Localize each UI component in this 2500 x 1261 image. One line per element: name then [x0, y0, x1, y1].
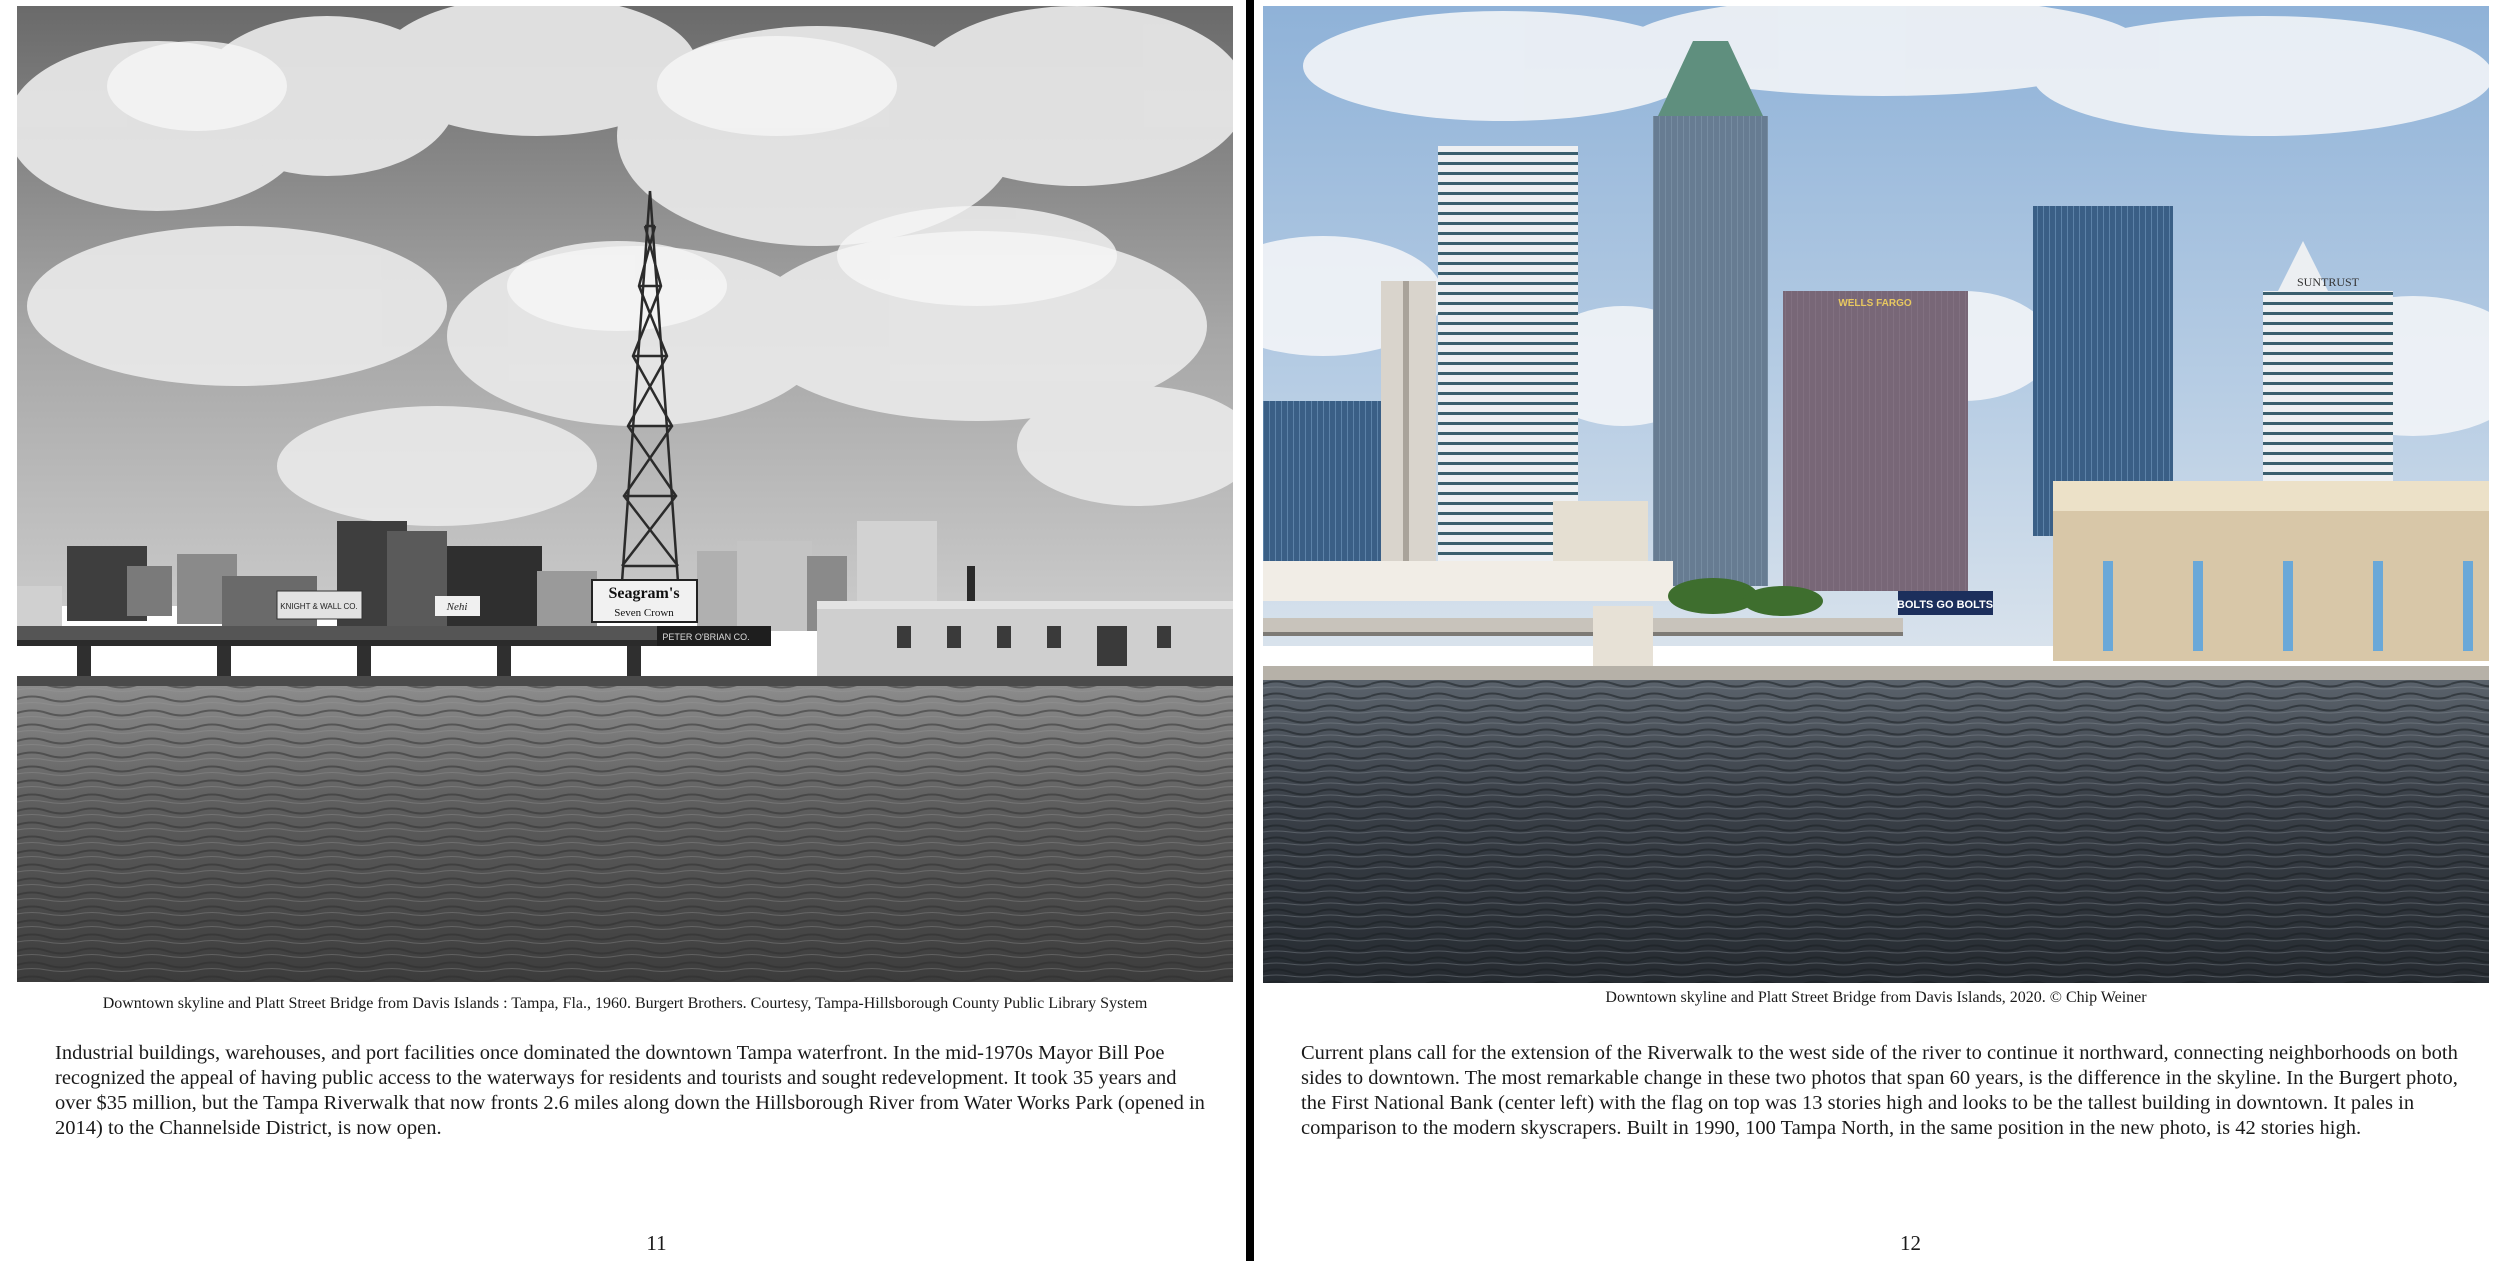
svg-text:Nehi: Nehi [446, 601, 468, 613]
svg-text:BOLTS GO BOLTS: BOLTS GO BOLTS [1896, 599, 1994, 611]
right-page [1254, 0, 2500, 1261]
historic-skyline-photo [17, 6, 1233, 982]
svg-text:KNIGHT & WALL CO.: KNIGHT & WALL CO. [280, 602, 358, 611]
svg-text:PETER O'BRIAN CO.: PETER O'BRIAN CO. [662, 632, 750, 642]
left-page [0, 0, 1246, 1261]
svg-text:Seven Crown: Seven Crown [614, 607, 674, 619]
page-number: 11 [646, 1231, 667, 1255]
modern-skyline-photo [1263, 6, 2489, 983]
modern-photo-illustration [1263, 6, 2489, 983]
body-paragraph: Industrial buildings, warehouses, and port facilities once dominated the downtown Tampa waterfront. In the mid-1970s Mayor Bill Poe recognized the appeal of having public access to the waterways for residents and tourists and sought redevelopment. It took 35 years and over $35 million, but the Tampa Riverwalk that now fronts 2.6 miles along down the Hillsborough River from Water Works Park (opened in 2014) to the Channelside District, is now open. [55, 1042, 1205, 1139]
photo-caption: Downtown skyline and Platt Street Bridge from Davis Islands : Tampa, Fla., 1960. Burgert Brothers. Courtesy, Tampa-Hillsborough County Public Library System [102, 995, 1148, 1012]
page-number: 12 [1900, 1231, 1921, 1255]
historic-photo-illustration [17, 6, 1233, 982]
svg-text:WELLS FARGO: WELLS FARGO [1838, 298, 1912, 309]
page-gutter [1246, 0, 1254, 1261]
svg-text:Seagram's: Seagram's [608, 585, 680, 602]
photo-caption: Downtown skyline and Platt Street Bridge from Davis Islands, 2020. © Chip Weiner [1605, 989, 2147, 1006]
svg-text:SUNTRUST: SUNTRUST [2296, 275, 2360, 289]
body-paragraph: Current plans call for the extension of the Riverwalk to the west side of the river to continue it northward, connecting neighborhoods on both sides to downtown. The most remarkable change in these two photos that span 60 years, is the difference in the skyline. In the Burgert photo, the First National Bank (center left) with the flag on top was 13 stories high and looks to be the tallest building in downtown. It pales in comparison to the modern skyscrapers. Built in 1990, 100 Tampa North, in the same position in the new photo, is 42 stories high. [1301, 1042, 2458, 1139]
